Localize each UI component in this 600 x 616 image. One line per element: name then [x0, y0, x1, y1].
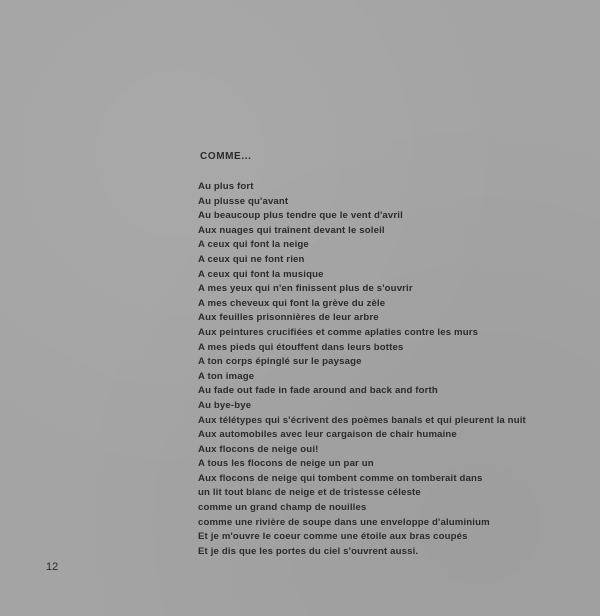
page-number: 12: [46, 561, 59, 573]
poem-line: Au plusse qu'avant: [198, 195, 289, 207]
poem-line: Aux flocons de neige oui!: [198, 443, 319, 455]
poem-line: comme un grand champ de nouilles: [198, 502, 367, 514]
poem-line: Et je dis que les portes du ciel s'ouvrent aussi.: [198, 545, 419, 557]
poem-line: Au bye-bye: [198, 399, 252, 411]
poem-line: Au plus fort: [198, 181, 254, 192]
poem-line: Et je m'ouvre le coeur comme une étoile aux bras coupés: [198, 531, 468, 543]
poem-line: A mes cheveux qui font la grève du zèle: [198, 297, 386, 309]
poem-line: A mes yeux qui n'en finissent plus de s'ouvrir: [198, 283, 413, 295]
poem-line: Aux télétypes qui s'écrivent des poèmes banals et qui pleurent la nuit: [198, 414, 526, 426]
poem-line: Au fade out fade in fade around and back and forth: [198, 385, 438, 397]
poem-line: Au beaucoup plus tendre que le vent d'avril: [198, 210, 403, 222]
poem-line: A ceux qui ne font rien: [198, 253, 305, 265]
poem-title: COMME...: [200, 151, 252, 162]
poem-line: Aux feuilles prisonnières de leur arbre: [198, 312, 379, 324]
poem-line: Aux flocons de neige qui tombent comme on tomberait dans: [198, 472, 483, 484]
poem-line: A ceux qui font la neige: [198, 239, 309, 251]
poem-line: comme une rivière de soupe dans une enveloppe d'aluminium: [198, 516, 490, 528]
poem-line: Aux peintures crucifiées et comme aplaties contre les murs: [198, 326, 479, 338]
poem-line: A mes pieds qui étouffent dans leurs bottes: [198, 341, 404, 353]
poem-line: A tous les flocons de neige un par un: [198, 458, 374, 470]
poem-line: Aux automobiles avec leur cargaison de chair humaine: [198, 429, 457, 441]
poem-line: A ton image: [198, 370, 255, 382]
poem-body: [198, 180, 526, 559]
poem-line: A ceux qui font la musique: [198, 268, 324, 280]
poem-line: A ton corps épinglé sur le paysage: [198, 356, 362, 368]
poem-line: Aux nuages qui traînent devant le soleil: [198, 224, 385, 236]
poem-line: un lit tout blanc de neige et de tristesse céleste: [198, 487, 421, 499]
